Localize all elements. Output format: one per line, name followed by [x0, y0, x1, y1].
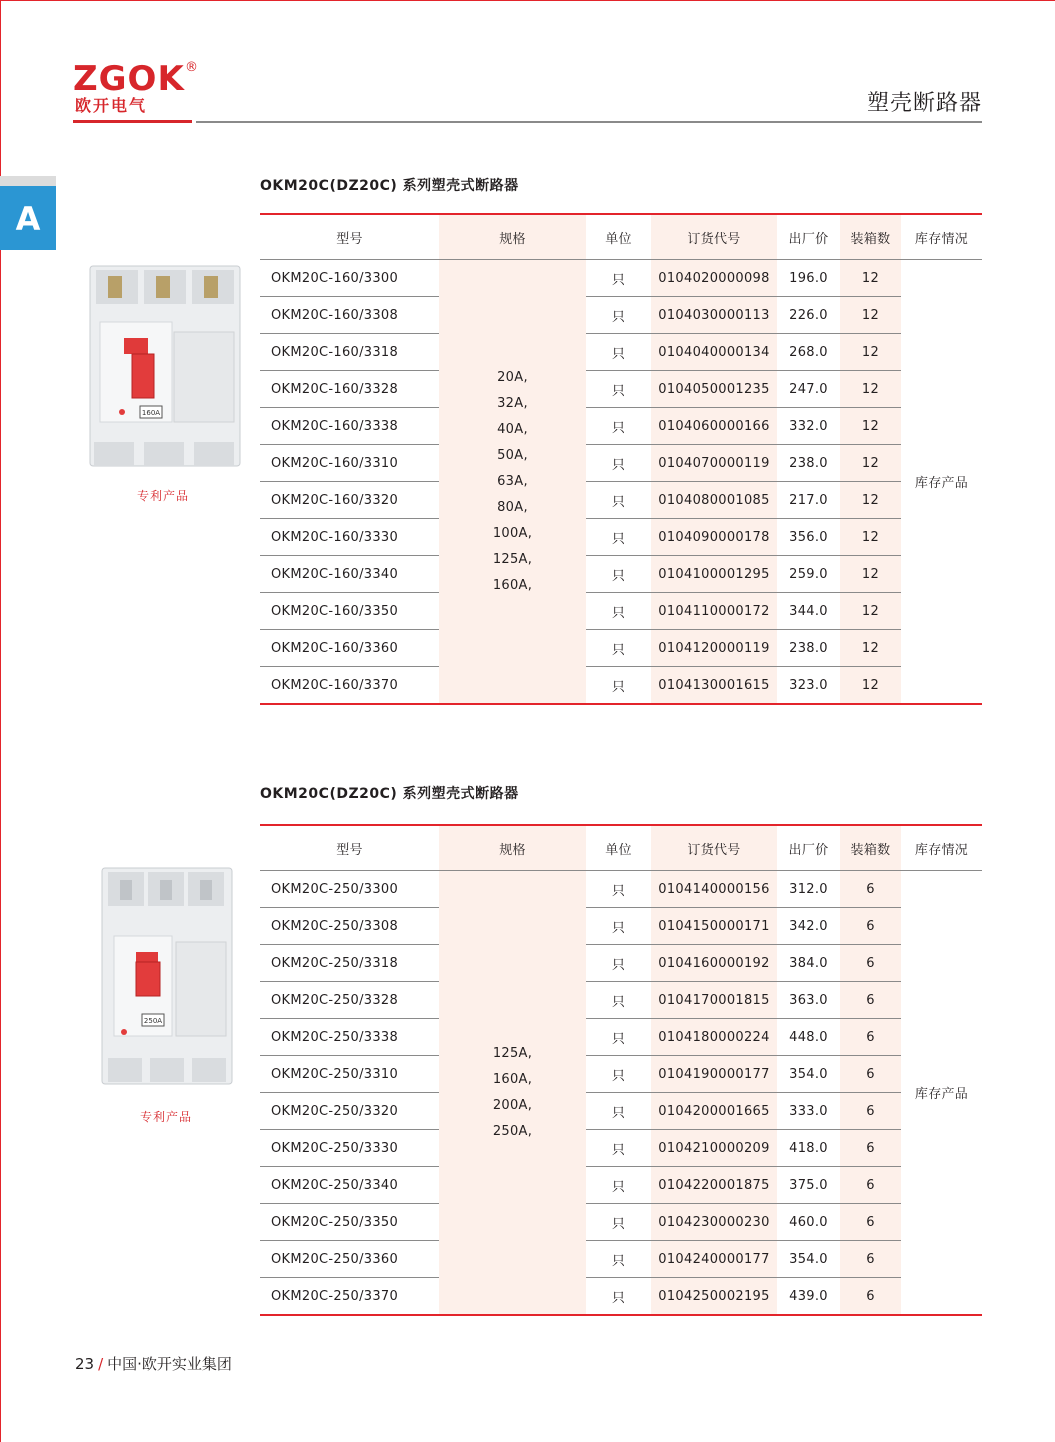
page-title: 塑壳断路器: [866, 91, 982, 116]
cell-price: 247.0: [777, 371, 840, 408]
cell-order-code: 0104140000156: [651, 871, 777, 908]
cell-box-qty: 6: [840, 945, 901, 982]
col-stock: 库存情况: [901, 825, 982, 871]
cell-unit: 只: [586, 556, 651, 593]
spec-line: 50A,: [497, 447, 528, 463]
cell-price: 323.0: [777, 667, 840, 705]
cell-unit: 只: [586, 1204, 651, 1241]
cell-box-qty: 6: [840, 1241, 901, 1278]
table-row: [260, 1167, 982, 1204]
table-row: [260, 1093, 982, 1130]
product-caption-1: 专利产品: [137, 489, 190, 503]
cell-box-qty: 12: [840, 593, 901, 630]
cell-model: OKM20C-160/3300: [260, 260, 439, 297]
logo-chinese-name: 欧开电气: [75, 96, 148, 115]
cell-unit: 只: [586, 482, 651, 519]
cell-box-qty: 6: [840, 1093, 901, 1130]
cell-order-code: 0104230000230: [651, 1204, 777, 1241]
spec-table-1: [260, 213, 982, 705]
cell-model: OKM20C-160/3338: [260, 408, 439, 445]
cell-model: OKM20C-250/3310: [260, 1056, 439, 1093]
breaker-160-image: [88, 262, 242, 472]
logo-underline: [73, 120, 192, 123]
cell-unit: 只: [586, 945, 651, 982]
table-row: [260, 556, 982, 593]
cell-model: OKM20C-160/3328: [260, 371, 439, 408]
spec-line: 20A,: [497, 369, 528, 385]
table-row: [260, 408, 982, 445]
side-tab-cap: [0, 176, 56, 186]
cell-order-code: 0104040000134: [651, 334, 777, 371]
col-spec: 规格: [439, 825, 586, 871]
cell-price: 312.0: [777, 871, 840, 908]
section-tab-label: A: [15, 200, 41, 238]
cell-price: 375.0: [777, 1167, 840, 1204]
table-row: [260, 945, 982, 982]
cell-price: 354.0: [777, 1056, 840, 1093]
cell-unit: 只: [586, 1278, 651, 1316]
cell-order-code: 0104240000177: [651, 1241, 777, 1278]
table-row: [260, 871, 982, 908]
cell-order-code: 0104090000178: [651, 519, 777, 556]
logo-registered-mark: ®: [185, 60, 198, 75]
table-row: [260, 334, 982, 371]
cell-box-qty: 12: [840, 667, 901, 705]
spec-line: 160A,: [492, 1071, 533, 1087]
col-model: 型号: [260, 825, 439, 871]
cell-model: OKM20C-250/3350: [260, 1204, 439, 1241]
logo-wordmark: ZGOK: [73, 59, 185, 99]
cell-order-code: 0104080001085: [651, 482, 777, 519]
breaker-rating-label: 250A: [143, 1017, 163, 1025]
cell-unit: 只: [586, 260, 651, 297]
cell-price: 363.0: [777, 982, 840, 1019]
cell-box-qty: 12: [840, 260, 901, 297]
cell-model: OKM20C-160/3350: [260, 593, 439, 630]
cell-unit: 只: [586, 982, 651, 1019]
section-heading: OKM20C(DZ20C) 系列塑壳式断路器: [260, 178, 519, 194]
table-row: [260, 260, 982, 297]
footer-slash: /: [98, 1355, 104, 1373]
spec-line: 100A,: [492, 525, 533, 541]
table-row: [260, 593, 982, 630]
cell-unit: 只: [586, 630, 651, 667]
table-row: [260, 982, 982, 1019]
cell-order-code: 0104190000177: [651, 1056, 777, 1093]
cell-order-code: 0104130001615: [651, 667, 777, 705]
cell-price: 196.0: [777, 260, 840, 297]
col-unit: 单位: [586, 214, 651, 260]
cell-model: OKM20C-250/3308: [260, 908, 439, 945]
footer-company: 中国·欧开实业集团: [107, 1355, 232, 1373]
col-order-code: 订货代号: [651, 825, 777, 871]
cell-model: OKM20C-160/3308: [260, 297, 439, 334]
cell-box-qty: 6: [840, 1056, 901, 1093]
cell-order-code: 0104120000119: [651, 630, 777, 667]
cell-box-qty: 12: [840, 371, 901, 408]
header-rule: [196, 121, 982, 123]
cell-spec: [439, 871, 586, 1316]
breaker-250-image: [100, 866, 234, 1086]
cell-stock: 库存产品: [901, 871, 982, 1316]
cell-unit: 只: [586, 667, 651, 705]
cell-unit: 只: [586, 908, 651, 945]
cell-order-code: 0104180000224: [651, 1019, 777, 1056]
brand-logo: [73, 59, 198, 116]
table-row: [260, 1056, 982, 1093]
table-row: [260, 630, 982, 667]
spec-line: 250A,: [492, 1123, 533, 1139]
cell-price: 268.0: [777, 334, 840, 371]
table-row: [260, 667, 982, 705]
spec-line: 80A,: [497, 499, 528, 515]
table-row: [260, 445, 982, 482]
cell-model: OKM20C-250/3338: [260, 1019, 439, 1056]
cell-box-qty: 6: [840, 1204, 901, 1241]
cell-model: OKM20C-160/3318: [260, 334, 439, 371]
table-row: [260, 519, 982, 556]
cell-unit: 只: [586, 1167, 651, 1204]
cell-price: 238.0: [777, 445, 840, 482]
cell-unit: 只: [586, 1093, 651, 1130]
cell-box-qty: 12: [840, 630, 901, 667]
cell-model: OKM20C-160/3370: [260, 667, 439, 705]
section-title-1: [260, 175, 982, 195]
cell-model: OKM20C-250/3360: [260, 1241, 439, 1278]
cell-box-qty: 12: [840, 556, 901, 593]
section-heading: OKM20C(DZ20C) 系列塑壳式断路器: [260, 786, 519, 802]
table-row: [260, 297, 982, 334]
cell-stock: 库存产品: [901, 260, 982, 705]
col-box-qty: 装箱数: [840, 825, 901, 871]
spec-line: 63A,: [497, 473, 528, 489]
spec-table-2: [260, 824, 982, 1316]
table-row: [260, 1278, 982, 1316]
cell-box-qty: 6: [840, 1019, 901, 1056]
cell-box-qty: 12: [840, 445, 901, 482]
table-row: [260, 1019, 982, 1056]
table-row: [260, 1241, 982, 1278]
cell-box-qty: 12: [840, 297, 901, 334]
table-header-row: [260, 214, 982, 260]
cell-price: 344.0: [777, 593, 840, 630]
cell-price: 418.0: [777, 1130, 840, 1167]
table-row: [260, 371, 982, 408]
cell-price: 448.0: [777, 1019, 840, 1056]
cell-price: 356.0: [777, 519, 840, 556]
table-row: [260, 1130, 982, 1167]
spec-line: 200A,: [492, 1097, 533, 1113]
cell-box-qty: 6: [840, 908, 901, 945]
cell-order-code: 0104170001815: [651, 982, 777, 1019]
cell-unit: 只: [586, 593, 651, 630]
col-model: 型号: [260, 214, 439, 260]
cell-price: 342.0: [777, 908, 840, 945]
col-stock: 库存情况: [901, 214, 982, 260]
cell-price: 332.0: [777, 408, 840, 445]
cell-box-qty: 12: [840, 519, 901, 556]
cell-order-code: 0104060000166: [651, 408, 777, 445]
cell-price: 354.0: [777, 1241, 840, 1278]
page-footer: [75, 1353, 232, 1374]
cell-unit: 只: [586, 1241, 651, 1278]
cell-model: OKM20C-160/3330: [260, 519, 439, 556]
spec-line: 125A,: [492, 1045, 533, 1061]
spec-line: 40A,: [497, 421, 528, 437]
cell-order-code: 0104020000098: [651, 260, 777, 297]
col-price: 出厂价: [777, 214, 840, 260]
cell-price: 217.0: [777, 482, 840, 519]
spec-line: 125A,: [492, 551, 533, 567]
cell-box-qty: 6: [840, 982, 901, 1019]
cell-unit: 只: [586, 1130, 651, 1167]
cell-model: OKM20C-250/3320: [260, 1093, 439, 1130]
cell-model: OKM20C-250/3340: [260, 1167, 439, 1204]
spec-line: 32A,: [497, 395, 528, 411]
cell-box-qty: 6: [840, 1278, 901, 1316]
cell-order-code: 0104210000209: [651, 1130, 777, 1167]
cell-price: 226.0: [777, 297, 840, 334]
cell-price: 259.0: [777, 556, 840, 593]
cell-unit: 只: [586, 371, 651, 408]
table-header-row: [260, 825, 982, 871]
cell-unit: 只: [586, 519, 651, 556]
cell-model: OKM20C-160/3310: [260, 445, 439, 482]
cell-unit: 只: [586, 1019, 651, 1056]
col-unit: 单位: [586, 825, 651, 871]
cell-unit: 只: [586, 334, 651, 371]
cell-box-qty: 12: [840, 482, 901, 519]
cell-model: OKM20C-250/3370: [260, 1278, 439, 1316]
cell-model: OKM20C-250/3330: [260, 1130, 439, 1167]
cell-unit: 只: [586, 408, 651, 445]
section-tab: [0, 186, 56, 250]
cell-box-qty: 12: [840, 334, 901, 371]
cell-order-code: 0104030000113: [651, 297, 777, 334]
cell-order-code: 0104150000171: [651, 908, 777, 945]
cell-model: OKM20C-160/3340: [260, 556, 439, 593]
cell-box-qty: 6: [840, 1130, 901, 1167]
cell-box-qty: 6: [840, 1167, 901, 1204]
cell-model: OKM20C-160/3320: [260, 482, 439, 519]
table-row: [260, 908, 982, 945]
cell-price: 384.0: [777, 945, 840, 982]
cell-box-qty: 6: [840, 871, 901, 908]
section-title-2: [260, 783, 982, 803]
col-box-qty: 装箱数: [840, 214, 901, 260]
cell-model: OKM20C-160/3360: [260, 630, 439, 667]
cell-order-code: 0104050001235: [651, 371, 777, 408]
product-caption-2: 专利产品: [140, 1110, 193, 1124]
cell-model: OKM20C-250/3300: [260, 871, 439, 908]
cell-order-code: 0104250002195: [651, 1278, 777, 1316]
cell-unit: 只: [586, 445, 651, 482]
cell-model: OKM20C-250/3328: [260, 982, 439, 1019]
table-row: [260, 482, 982, 519]
cell-spec: [439, 260, 586, 705]
cell-order-code: 0104110000172: [651, 593, 777, 630]
cell-unit: 只: [586, 1056, 651, 1093]
cell-order-code: 0104200001665: [651, 1093, 777, 1130]
cell-price: 460.0: [777, 1204, 840, 1241]
col-spec: 规格: [439, 214, 586, 260]
spec-line: 160A,: [492, 577, 533, 593]
page-number: 23: [75, 1355, 95, 1373]
col-price: 出厂价: [777, 825, 840, 871]
cell-price: 333.0: [777, 1093, 840, 1130]
cell-box-qty: 12: [840, 408, 901, 445]
cell-unit: 只: [586, 871, 651, 908]
cell-price: 439.0: [777, 1278, 840, 1316]
breaker-rating-label: 160A: [141, 409, 161, 417]
cell-order-code: 0104070000119: [651, 445, 777, 482]
cell-order-code: 0104160000192: [651, 945, 777, 982]
cell-order-code: 0104100001295: [651, 556, 777, 593]
cell-unit: 只: [586, 297, 651, 334]
cell-price: 238.0: [777, 630, 840, 667]
col-order-code: 订货代号: [651, 214, 777, 260]
cell-model: OKM20C-250/3318: [260, 945, 439, 982]
cell-order-code: 0104220001875: [651, 1167, 777, 1204]
table-row: [260, 1204, 982, 1241]
